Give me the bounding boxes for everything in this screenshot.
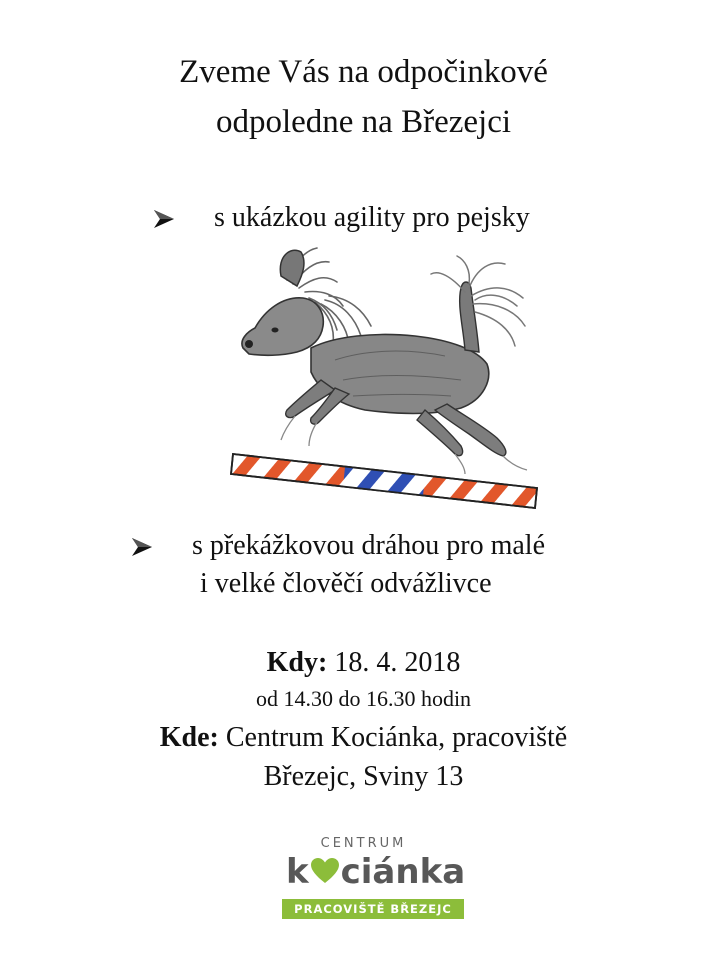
title-line-2: odpoledne na Březejci [215, 104, 512, 140]
centrum-kocianka-logo [0, 830, 727, 930]
bullet-text-agility: s ukázkou agility pro pejsky [214, 202, 530, 233]
bullet-item-obstacle-course [0, 530, 727, 564]
when-time: od 14.30 do 16.30 hodin [255, 686, 472, 711]
logo-wordmark [286, 852, 465, 892]
arrowhead-bullet-icon [153, 208, 175, 230]
when-line [0, 646, 727, 680]
logo-subtitle-bar: PRACOVIŠTĚ BŘEZEJC [282, 899, 464, 919]
where-address-line-2: Březejc, Sviny 13 [263, 761, 464, 792]
arrowhead-bullet-icon [131, 536, 153, 558]
logo-top-text: CENTRUM [320, 836, 407, 851]
when-label: Kdy: [266, 647, 328, 678]
heart-icon [310, 857, 340, 885]
where-line-1 [0, 721, 727, 755]
title-line-1: Zveme Vás na odpočinkové [179, 54, 548, 90]
dog-jumping-over-agility-bar-icon [225, 240, 545, 515]
bullet-item-agility [0, 202, 727, 236]
where-address-line-1: Centrum Kociánka, pracoviště [225, 722, 568, 753]
agility-bar-icon [231, 454, 537, 508]
when-date: 18. 4. 2018 [334, 647, 461, 678]
bullet-text-obstacle-course: s překážkovou dráhou pro malé [192, 530, 545, 561]
bullet-text-obstacle-course-continuation: i velké člověčí odvážlivce [200, 568, 492, 599]
logo-word-end: ciánka [340, 852, 466, 892]
logo-word-start: k [286, 852, 309, 892]
where-label: Kde: [159, 722, 219, 753]
